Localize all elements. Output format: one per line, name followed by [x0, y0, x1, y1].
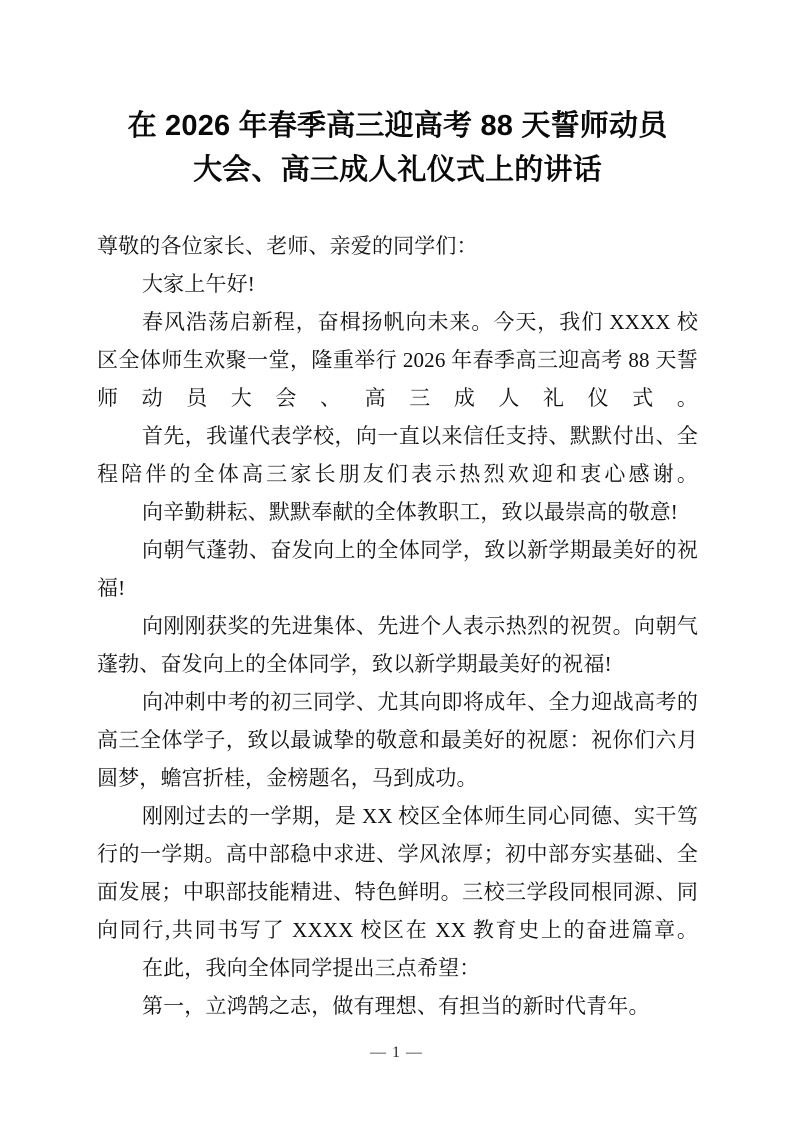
paragraph-hope-one: 第一，立鸿鹄之志，做有理想、有担当的新时代青年。: [142, 994, 650, 1018]
document-body: [97, 227, 698, 1025]
paragraph-salutation: 尊敬的各位家长、老师、亲爱的同学们：: [97, 234, 478, 258]
paragraph-thanks-parents: 首先，我谨代表学校，向一直以来信任支持、默默付出、全程陪伴的全体高三家长朋友们表示热烈欢迎和衷心感谢。: [97, 424, 698, 486]
title-line-2: 大会、高三成人礼仪式上的讲话: [193, 154, 602, 186]
paragraph-blessing-students: 向朝气蓬勃、奋发向上的全体同学，致以新学期最美好的祝福!: [97, 538, 698, 600]
paragraph-salute-staff: 向辛勤耕耘、默默奉献的全体教职工，致以最崇高的敬意!: [142, 500, 678, 524]
page-number-footer: — 1 —: [370, 1044, 423, 1061]
paragraph-congrats-awardees: 向刚刚获奖的先进集体、先进个人表示热烈的祝贺。向朝气蓬勃、奋发向上的全体同学，致以新学期最美好的祝福!: [97, 614, 698, 676]
paragraph-wishes-exam: 向冲刺中考的初三同学、尤其向即将成年、全力迎战高考的高三全体学子，致以最诚挚的敬意和最美好的祝愿：祝你们六月圆梦，蟾宫折桂，金榜题名，马到成功。: [97, 690, 698, 790]
paragraph-last-semester: 刚刚过去的一学期，是 XX 校区全体师生同心同德、实干笃行的一学期。高中部稳中求进、学风浓厚；初中部夯实基础、全面发展；中职部技能精进、特色鲜明。三校三学段同根同源、同向同行,共同书写了 XXXX 校区在 XX 教育史上的奋进篇章。: [97, 804, 698, 942]
paragraph-three-hopes-intro: 在此，我向全体同学提出三点希望：: [142, 956, 481, 980]
paragraph-greeting: 大家上午好!: [142, 272, 255, 296]
title-line-1: 在 2026 年春季高三迎高考 88 天誓师动员: [127, 110, 668, 142]
paragraph-opening: 春风浩荡启新程，奋楫扬帆向未来。今天，我们 XXXX 校区全体师生欢聚一堂，隆重举行 2026 年春季高三迎高考 88 天誓师动员大会、高三成人礼仪式。: [97, 310, 698, 410]
document-content: [97, 0, 698, 1025]
page-title: [97, 0, 698, 192]
